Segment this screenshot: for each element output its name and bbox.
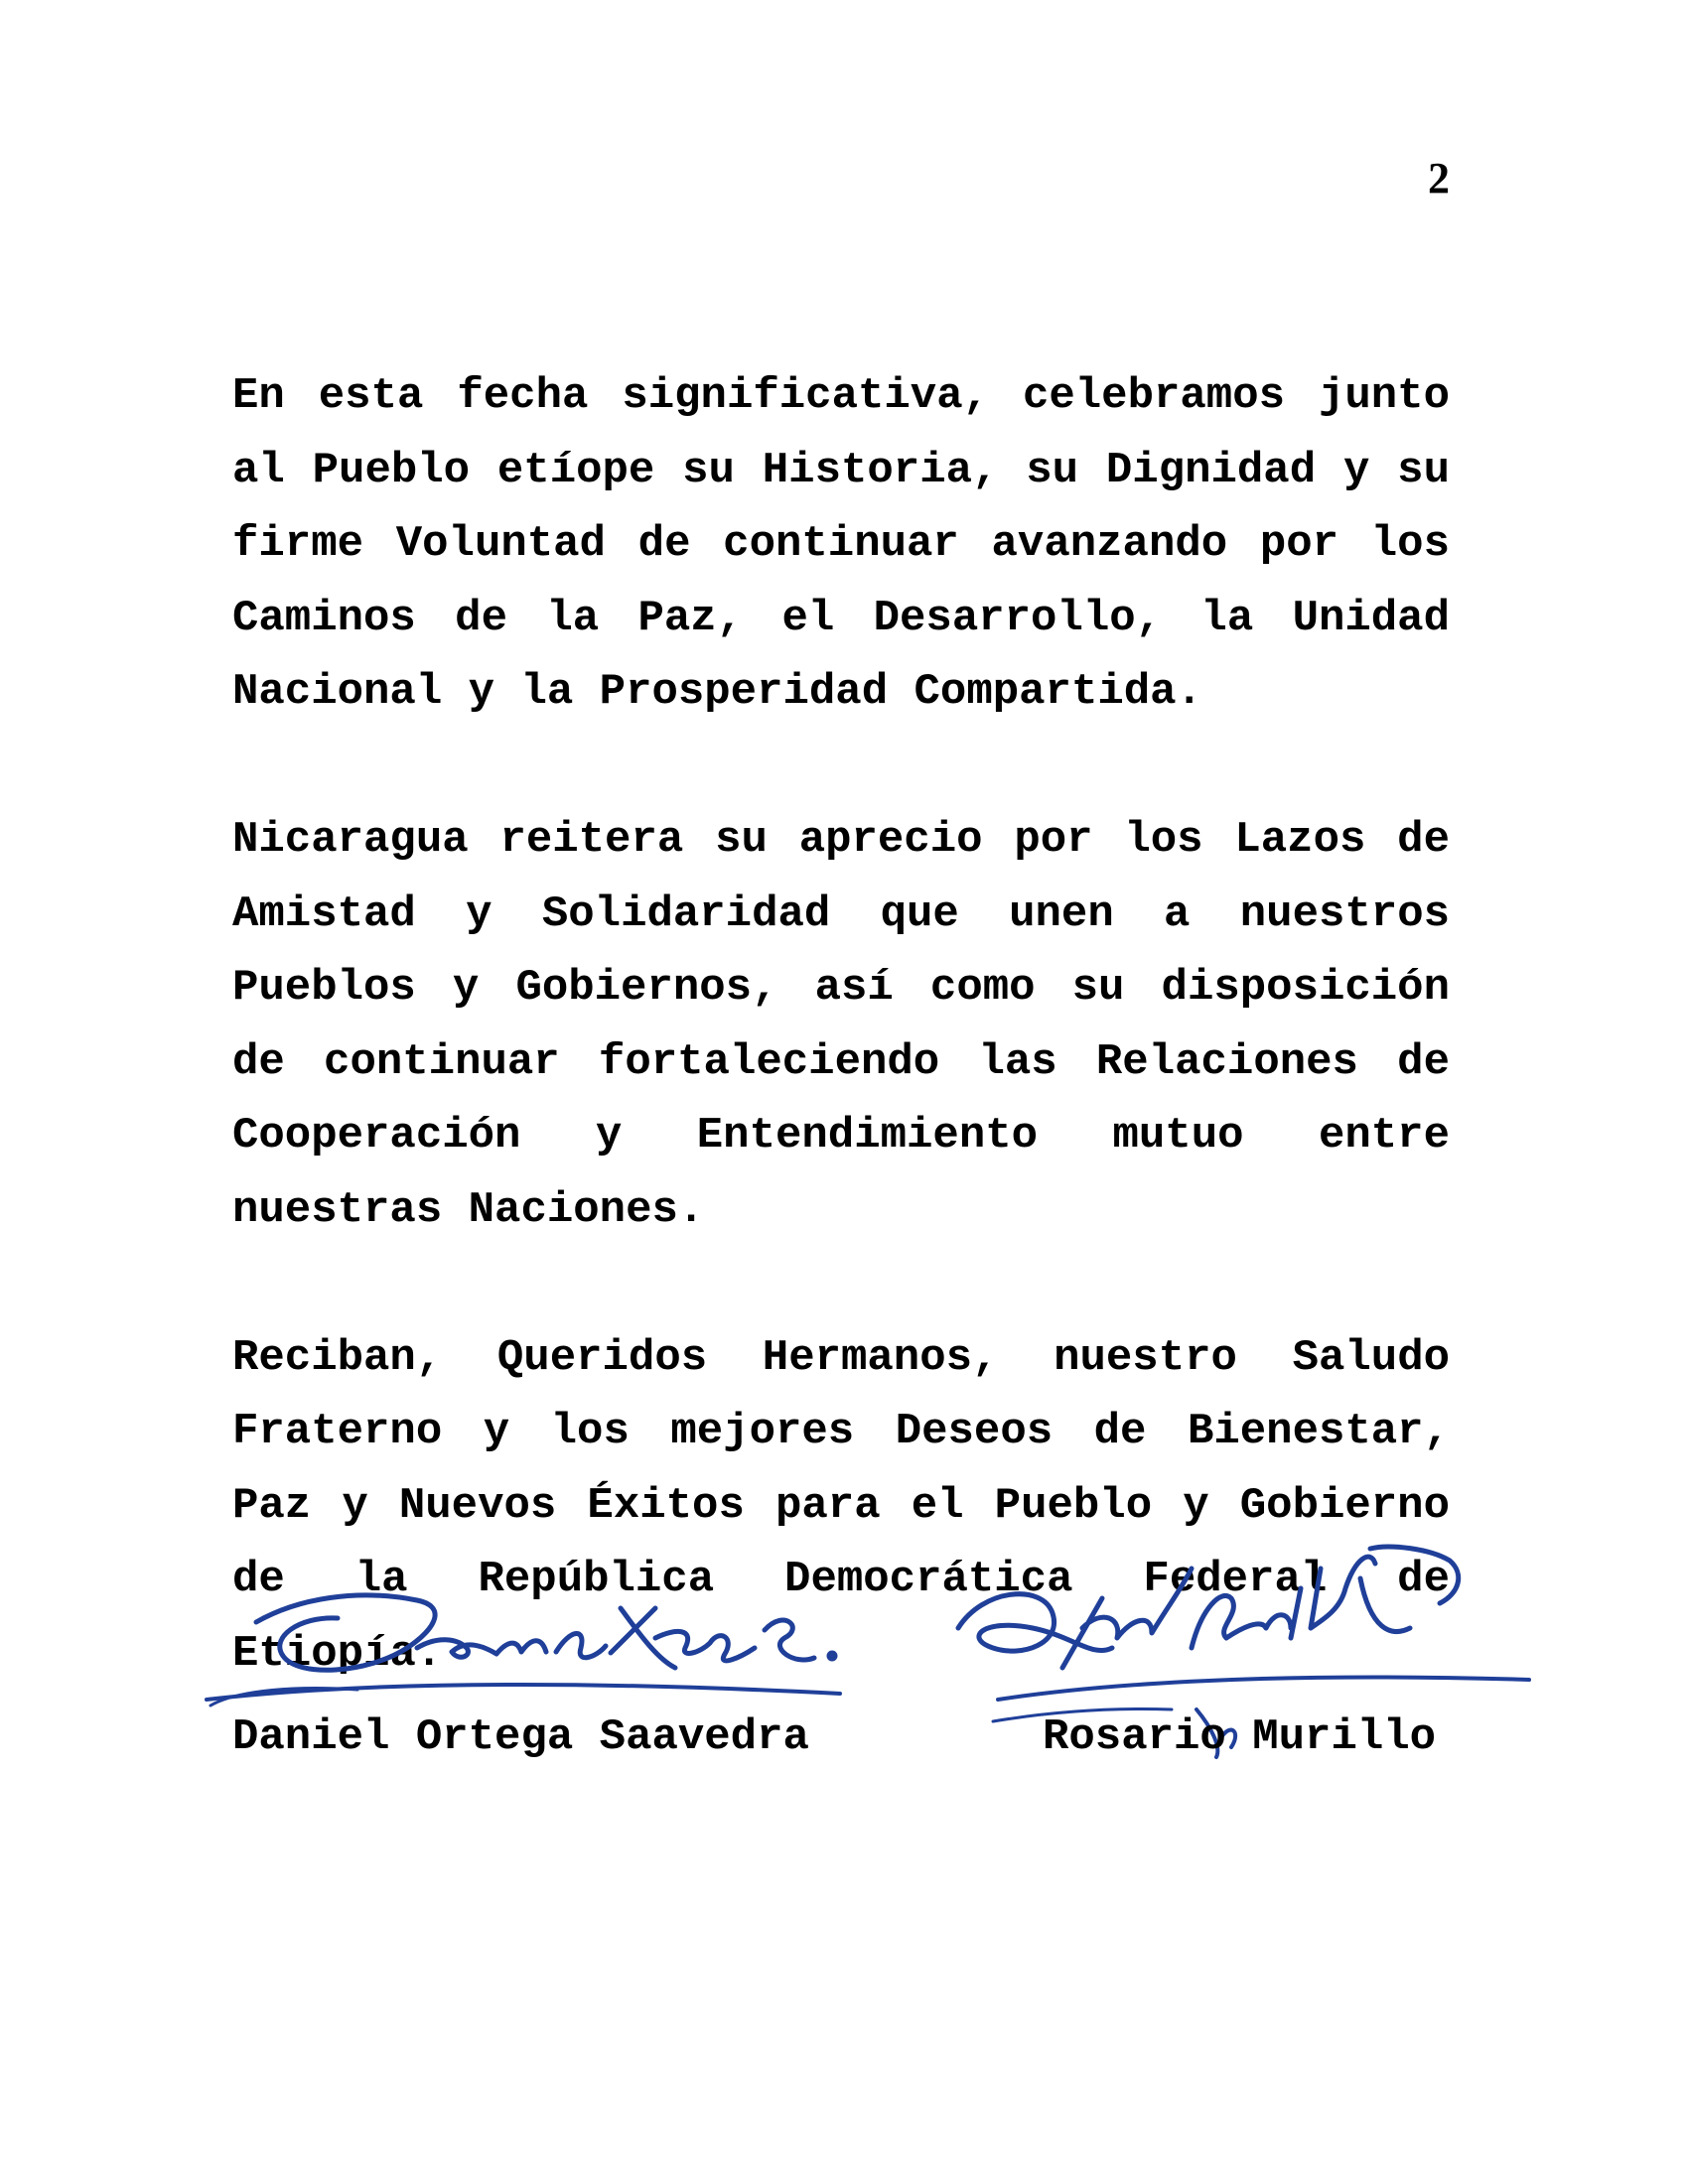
- signatory-name-1: Daniel Ortega Saavedra: [232, 1712, 809, 1762]
- paragraph-1: En esta fecha significativa, celebramos junto al Pueblo etíope su Historia, su Dignidad y su firme Voluntad de continuar avanzando por los Caminos de la Paz, el Desarrollo, la Unidad Nacional y la Prosperidad Compartida.: [232, 371, 1450, 717]
- signatory-name-2: Rosario Murillo: [1043, 1712, 1437, 1762]
- paragraph-2: Nicaragua reitera su aprecio por los Lazos de Amistad y Solidaridad que unen a nuestros Pueblos y Gobiernos, así como su disposición de continuar fortaleciendo las Relaciones de Cooperación y Entendimiento mutuo entre nuestras Naciones.: [232, 815, 1450, 1235]
- letter-body: [232, 359, 1450, 1691]
- page-number: 2: [1428, 154, 1450, 203]
- paragraph-3: Reciban, Queridos Hermanos, nuestro Saludo Fraterno y los mejores Deseos de Bienestar, Paz y Nuevos Éxitos para el Pueblo y Gobierno de la República Democrática Federal de Etiopía.: [232, 1332, 1450, 1679]
